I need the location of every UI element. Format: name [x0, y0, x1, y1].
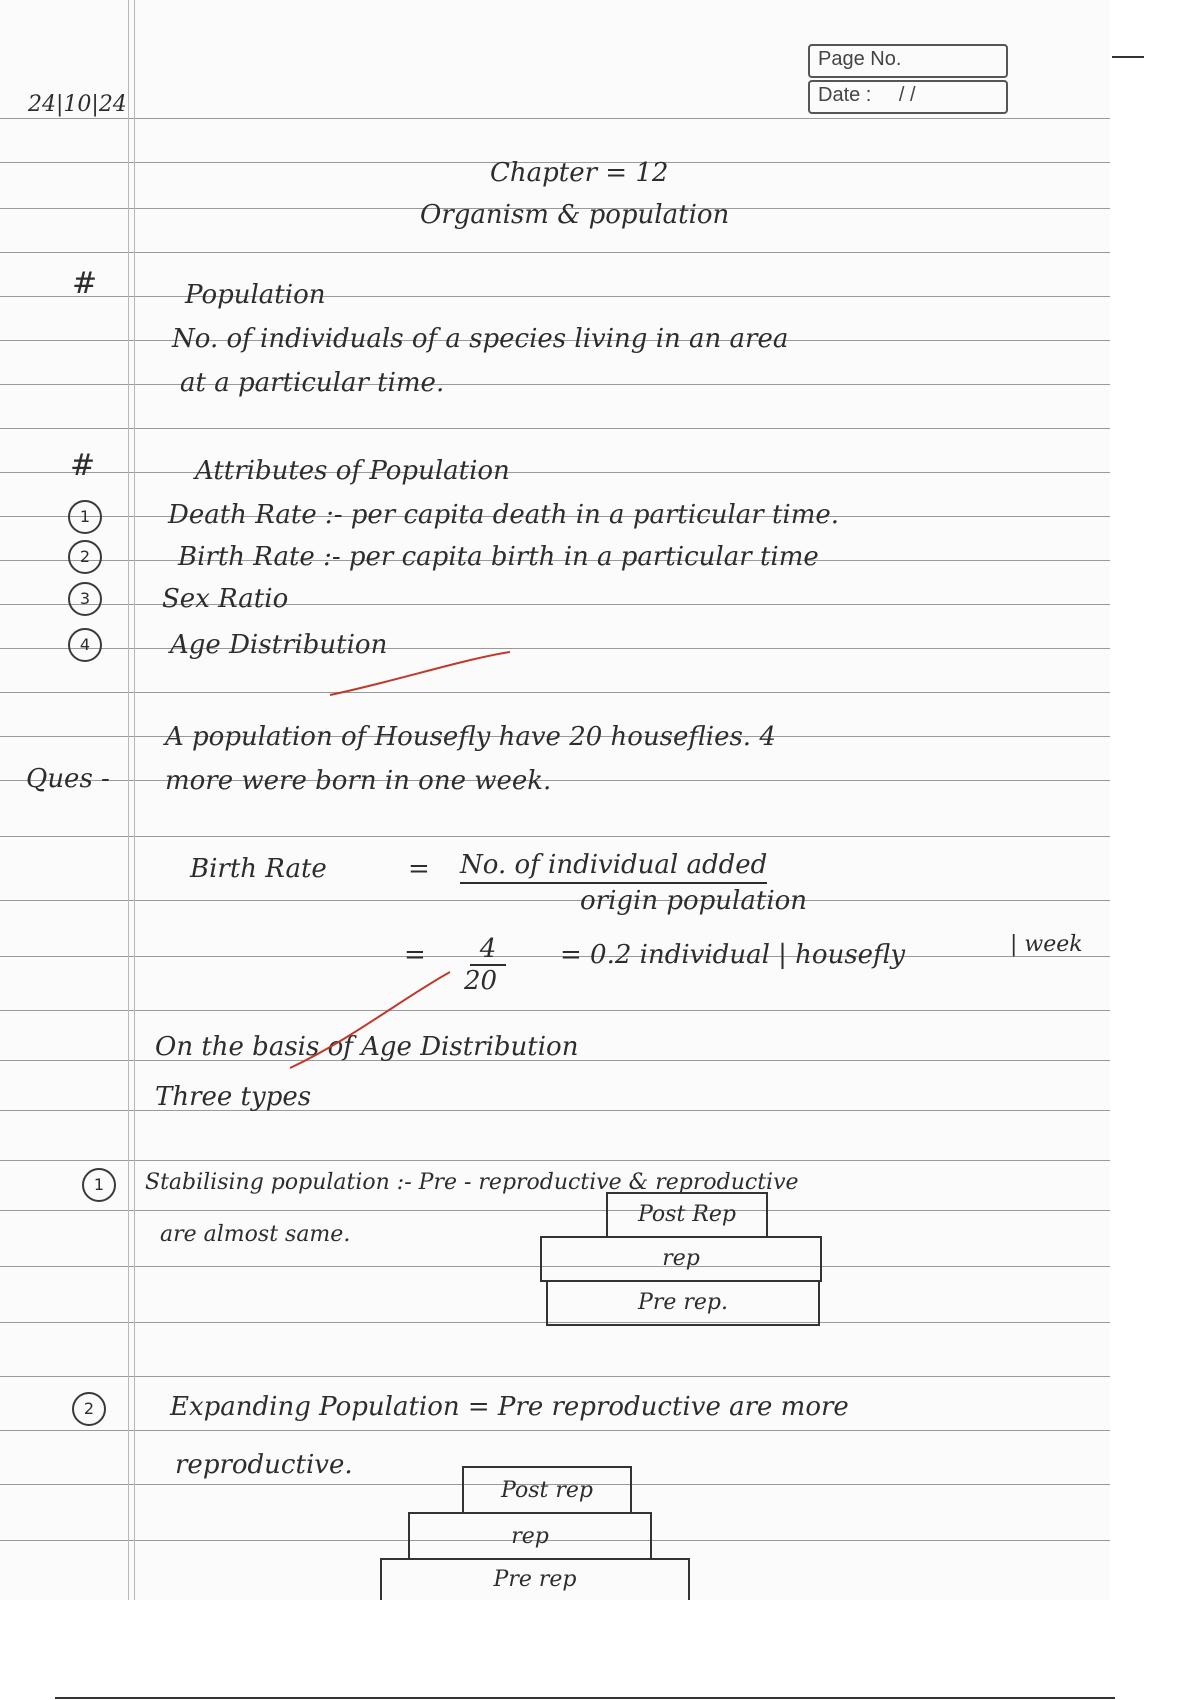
- attributes-heading: Attributes of Population: [195, 456, 510, 486]
- ruled-line: [0, 836, 1110, 837]
- pyramid-post-reproductive-box: Post rep: [462, 1466, 632, 1514]
- number-circle: 1: [82, 1168, 116, 1202]
- stabilising-line2: are almost same.: [160, 1222, 351, 1247]
- number-circle: 2: [72, 1392, 106, 1426]
- pyramid-reproductive-box: rep: [408, 1512, 652, 1560]
- expanding-line2: reproductive.: [175, 1450, 353, 1480]
- formula-denominator: origin population: [580, 886, 808, 916]
- ruled-line: [0, 1160, 1110, 1161]
- question-line1: A population of Housefly have 20 houseflies. 4: [165, 722, 776, 752]
- age-basis-line2: Three types: [155, 1082, 312, 1112]
- fraction-denominator: 20: [464, 966, 498, 996]
- pyramid-pre-reproductive-box: Pre rep: [380, 1558, 690, 1600]
- corner-dash: [1112, 56, 1144, 58]
- ruled-line: [0, 384, 1110, 385]
- attribute-birth-rate: Birth Rate :- per capita birth in a particular time: [178, 542, 819, 572]
- entry-date: 24|10|24: [28, 92, 127, 117]
- pyramid-pre-reproductive-box: Pre rep.: [546, 1280, 820, 1326]
- formula-numerator: No. of individual added: [460, 850, 767, 884]
- question-line2: more were born in one week.: [165, 766, 552, 796]
- formula-equals: =: [408, 854, 430, 884]
- ruled-line: [0, 648, 1110, 649]
- margin-line: [128, 0, 129, 1600]
- pyramid-reproductive-box: rep: [540, 1236, 822, 1282]
- calc-result: = 0.2 individual | housefly: [560, 940, 906, 970]
- population-definition-line2: at a particular time.: [180, 368, 445, 398]
- attribute-death-rate: Death Rate :- per capita death in a particular time.: [168, 500, 840, 530]
- bottom-edge-line: [55, 1697, 1115, 1699]
- question-label: Ques -: [26, 764, 110, 794]
- calc-unit: | week: [1010, 932, 1083, 957]
- population-definition-line1: No. of individuals of a species living in an area: [172, 324, 789, 354]
- number-circle: 2: [68, 540, 102, 574]
- number-circle: 3: [68, 582, 102, 616]
- chapter-heading: Chapter = 12: [490, 158, 669, 188]
- pyramid-post-reproductive-box: Post Rep: [606, 1192, 768, 1238]
- ruled-line: [0, 692, 1110, 693]
- ruled-line: [0, 900, 1110, 901]
- ruled-line: [0, 472, 1110, 473]
- hash-mark: #: [70, 448, 96, 483]
- formula-lhs: Birth Rate: [190, 854, 327, 884]
- age-basis-line1: On the basis of Age Distribution: [155, 1032, 579, 1062]
- ruled-line: [0, 118, 1110, 119]
- ruled-line: [0, 296, 1110, 297]
- ruled-line: [0, 956, 1110, 957]
- margin-line: [134, 0, 135, 1600]
- ruled-line: [0, 428, 1110, 429]
- hash-mark: #: [72, 266, 98, 301]
- ruled-line: [0, 252, 1110, 253]
- attribute-age-distribution: Age Distribution: [170, 630, 388, 660]
- ruled-line: [0, 1430, 1110, 1431]
- number-circle: 4: [68, 628, 102, 662]
- calc-equals: =: [404, 940, 426, 970]
- page-no-box: [808, 44, 1008, 78]
- date-slashes: / /: [898, 84, 916, 106]
- attribute-sex-ratio: Sex Ratio: [162, 584, 289, 614]
- page-no-label: Page No.: [818, 48, 902, 70]
- date-label: Date :: [818, 84, 872, 106]
- fraction-numerator: 4: [470, 934, 506, 966]
- chapter-subtitle: Organism & population: [420, 200, 730, 230]
- population-heading: Population: [185, 280, 326, 310]
- date-box: [808, 80, 1008, 114]
- ruled-line: [0, 1010, 1110, 1011]
- ruled-line: [0, 1210, 1110, 1211]
- stabilising-line1: Stabilising population :- Pre - reproductive & reproductive: [145, 1170, 799, 1195]
- number-circle: 1: [68, 500, 102, 534]
- expanding-line1: Expanding Population = Pre reproductive are more: [170, 1392, 849, 1422]
- ruled-line: [0, 1376, 1110, 1377]
